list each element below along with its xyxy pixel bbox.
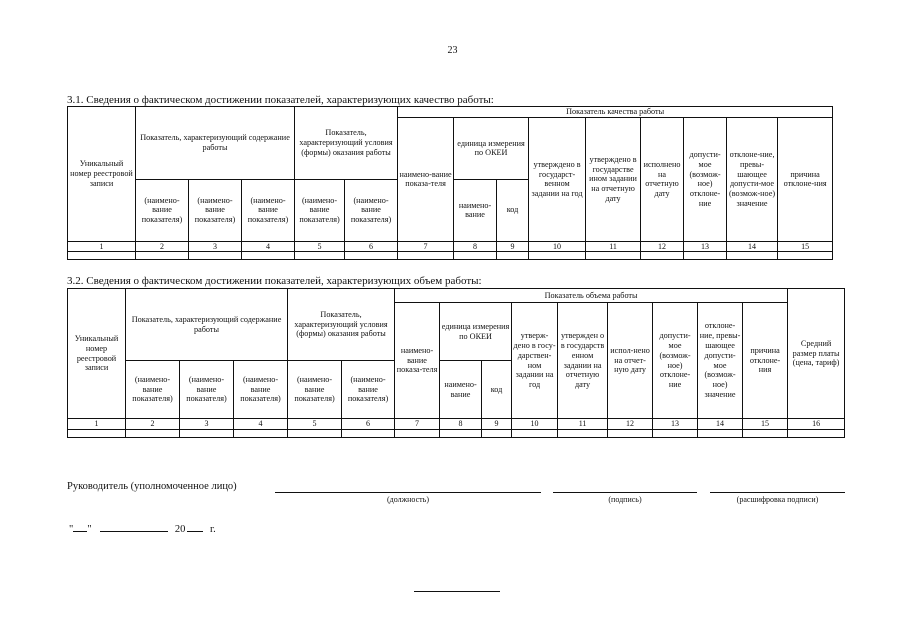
header-unit-name: наимено-вание (440, 361, 482, 419)
column-number: 7 (395, 419, 440, 430)
position-line[interactable] (275, 492, 541, 493)
header-sub-indicator: (наимено-вание показателя) (342, 361, 395, 419)
header-approved-year: утверж-дено в госу-дарствен-ном задании на год (512, 303, 558, 419)
header-unique-number: Уникальный номер реестровой записи (68, 107, 136, 242)
signature-caption: (подпись) (608, 495, 642, 504)
header-sub-indicator: (наимено-вание показателя) (295, 179, 345, 241)
header-sub-indicator: (наимено-вание показателя) (180, 361, 234, 419)
decoding-line[interactable] (710, 492, 845, 493)
signature-line[interactable] (553, 492, 697, 493)
column-number: 3 (189, 241, 242, 252)
header-unit-group: единица измерения по ОКЕИ (440, 303, 512, 361)
footnote-separator (414, 591, 500, 592)
header-unit-group: единица измерения по ОКЕИ (454, 117, 529, 179)
header-reason: причина отклоне-ния (778, 117, 833, 241)
column-number: 1 (68, 419, 126, 430)
column-number: 12 (641, 241, 684, 252)
table-row (68, 429, 845, 437)
section-1-title: 3.1. Сведения о фактическом достижении показателей, характеризующих качество работы: (67, 94, 494, 106)
date-line (69, 521, 216, 535)
header-avg-fee: Средний размер платы (цена, тариф) (788, 289, 845, 419)
header-conditions-group: Показатель, характеризующий условия (формы) оказания работы (288, 289, 395, 361)
header-sub-indicator: (наимено-вание показателя) (189, 179, 242, 241)
section-2-title: 3.2. Сведения о фактическом достижении показателей, характеризующих объем работы: (67, 275, 482, 287)
header-content-group: Показатель, характеризующий содержание работы (126, 289, 288, 361)
header-unit-code: код (482, 361, 512, 419)
header-sub-indicator: (наимено-вание показателя) (242, 179, 295, 241)
header-allowed-deviation: допусти-мое (возмож-ное) отклоне-ние (684, 117, 727, 241)
header-unique-number: Уникальный номер реестровой записи (68, 289, 126, 419)
header-sub-indicator: (наимено-вание показателя) (126, 361, 180, 419)
year-field[interactable] (187, 521, 203, 532)
day-field[interactable] (73, 521, 87, 532)
column-number: 14 (698, 419, 743, 430)
header-unit-name: наимено-вание (454, 179, 497, 241)
date-quote-close: " (87, 524, 92, 535)
column-number: 16 (788, 419, 845, 430)
column-number: 7 (398, 241, 454, 252)
header-approved-period: утвержден о в государств енном задании на отчетную дату (558, 303, 608, 419)
page-number: 23 (447, 45, 458, 56)
header-reason: причина отклоне-ния (743, 303, 788, 419)
header-volume-group: Показатель объема работы (395, 289, 788, 303)
year-prefix: 20 (174, 524, 186, 535)
header-indicator-name: наимено-вание показа-теля (398, 117, 454, 241)
header-content-group: Показатель, характеризующий содержание работы (136, 107, 295, 180)
date-quote-open: " (69, 524, 74, 535)
column-number: 4 (234, 419, 288, 430)
column-number: 11 (558, 419, 608, 430)
column-number: 8 (454, 241, 497, 252)
quality-table (67, 106, 833, 260)
decoding-caption: (расшифровка подписи) (736, 495, 819, 504)
header-exceeding-deviation: отклоне-ние, превы-шающее допусти-мое (возмож-ное) значение (698, 303, 743, 419)
column-number: 10 (512, 419, 558, 430)
column-number: 6 (345, 241, 398, 252)
column-number: 10 (529, 241, 586, 252)
column-number: 11 (586, 241, 641, 252)
header-unit-code: код (497, 179, 529, 241)
column-number: 14 (727, 241, 778, 252)
header-quality-group: Показатель качества работы (398, 107, 833, 118)
header-executed: исполнено на отчетную дату (641, 117, 684, 241)
header-sub-indicator: (наимено-вание показателя) (345, 179, 398, 241)
month-field[interactable] (100, 521, 168, 532)
column-number: 5 (288, 419, 342, 430)
column-number: 9 (482, 419, 512, 430)
column-number: 6 (342, 419, 395, 430)
header-executed: испол-нено на отчет-ную дату (608, 303, 653, 419)
header-sub-indicator: (наимено-вание показателя) (288, 361, 342, 419)
year-suffix: г. (209, 524, 216, 535)
column-number: 4 (242, 241, 295, 252)
column-number: 1 (68, 241, 136, 252)
column-number: 13 (653, 419, 698, 430)
column-number: 13 (684, 241, 727, 252)
column-number: 15 (743, 419, 788, 430)
header-approved-period: утверждено в государстве ином задании на отчетную дату (586, 117, 641, 241)
column-number: 3 (180, 419, 234, 430)
header-approved-year: утверждено в государст-венном задании на год (529, 117, 586, 241)
header-indicator-name: наимено-вание показа-теля (395, 303, 440, 419)
header-exceeding-deviation: отклоне-ние, превы-шающее допусти-мое (возмож-ное) значение (727, 117, 778, 241)
header-sub-indicator: (наимено-вание показателя) (136, 179, 189, 241)
column-number: 15 (778, 241, 833, 252)
column-number: 2 (136, 241, 189, 252)
volume-table (67, 288, 845, 438)
column-number: 9 (497, 241, 529, 252)
signature-label: Руководитель (уполномоченное лицо) (67, 481, 237, 492)
column-number: 12 (608, 419, 653, 430)
position-caption: (должность) (387, 495, 429, 504)
column-number: 8 (440, 419, 482, 430)
table-row (68, 252, 833, 260)
header-conditions-group: Показатель, характеризующий условия (формы) оказания работы (295, 107, 398, 180)
column-number: 5 (295, 241, 345, 252)
header-allowed-deviation: допусти-мое (возмож-ное) отклоне-ние (653, 303, 698, 419)
header-sub-indicator: (наимено-вание показателя) (234, 361, 288, 419)
column-number: 2 (126, 419, 180, 430)
